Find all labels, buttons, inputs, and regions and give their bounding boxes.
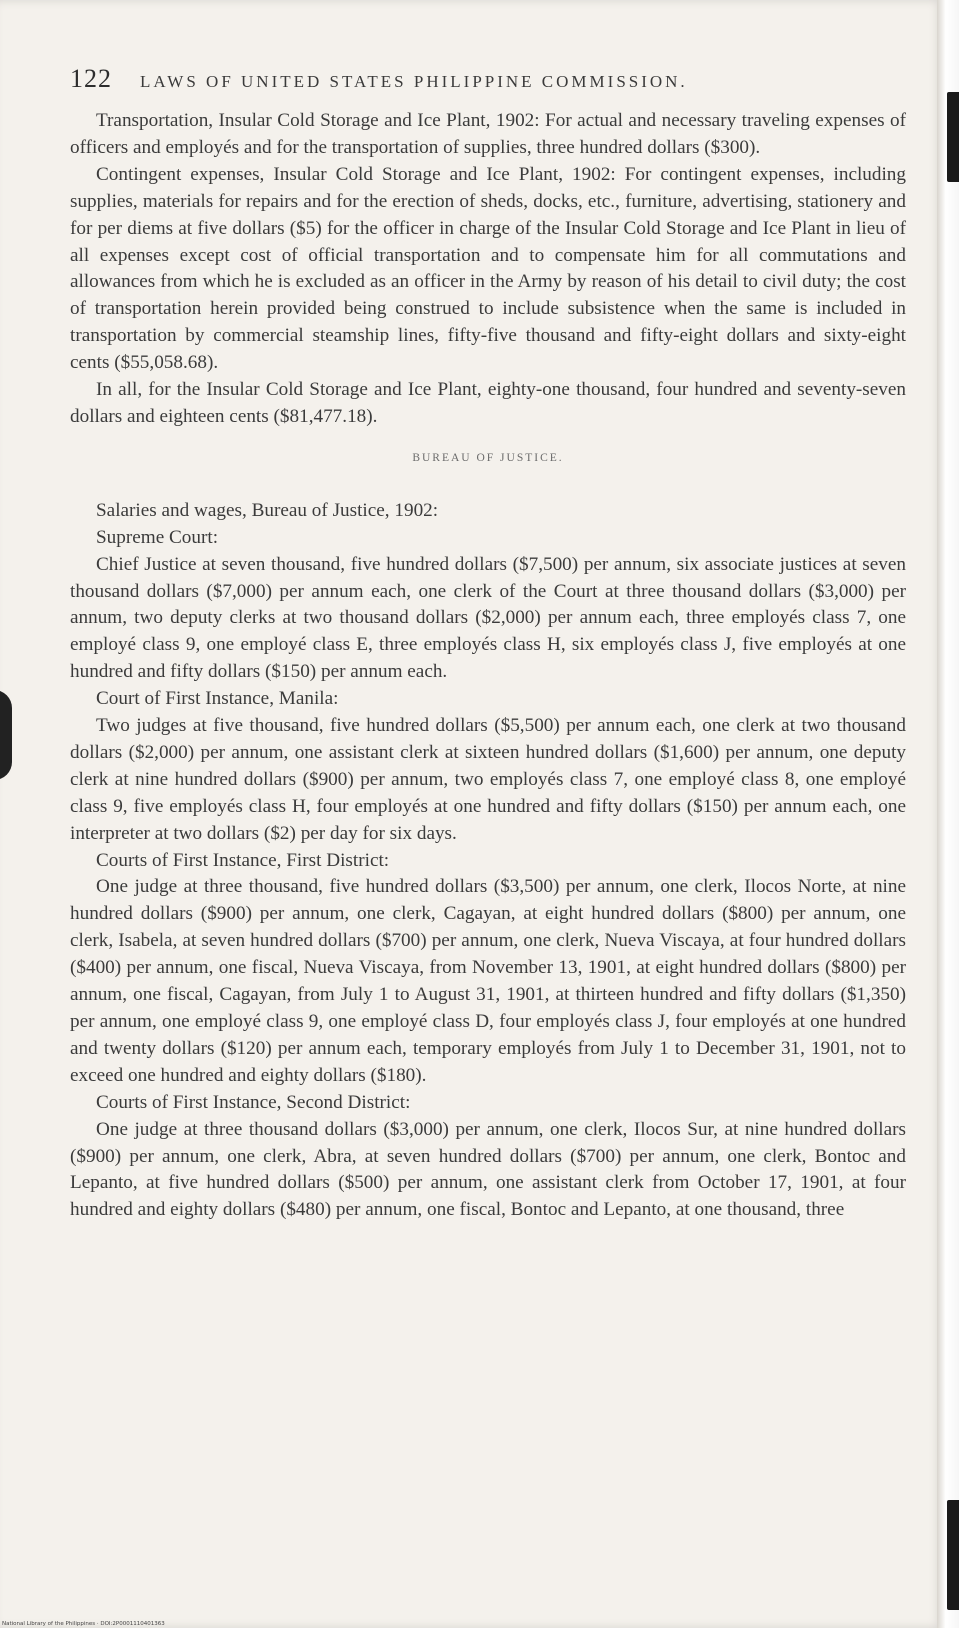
paragraph-first-district: One judge at three thousand, five hundred dollars ($3,500) per annum, one clerk, Ilocos Norte, at nine hundred dollars ($900) per annum, one clerk, Cagayan, at eight hundred dollars ($800) per annum, one clerk, Isabela, at seven hundred dollars ($700) per annum, one clerk, Nueva Viscaya, at four hundred dollars ($400) per annum, one fiscal, Nueva Viscaya, from November 13, 1901, at eight hundred dollars ($800) per annum, one fiscal, Cagayan, from July 1 to August 31, 1901, at thirteen hundred and fifty dollars ($1,350) per annum, one employé class 9, one employé class D, four employés class J, four employés at one hundred and twenty dollars ($120) per annum each, temporary employés from July 1 to December 31, 1901, not to exceed one hundred and eighty dollars ($180). [70, 876, 906, 1086]
paragraph-supreme-court-heading: Supreme Court: [96, 526, 219, 548]
paragraph-salaries-heading: Salaries and wages, Bureau of Justice, 1902: [96, 499, 439, 521]
edge-mark [947, 92, 959, 182]
footer-note: National Library of the Philippines · DOI:2P0001110401363 [2, 1621, 165, 1627]
page-header [70, 64, 890, 94]
section-heading: BUREAU OF JUSTICE. [412, 451, 564, 464]
page-body [70, 108, 906, 1224]
paragraph-supreme-court: Chief Justice at seven thousand, five hundred dollars ($7,500) per annum, six associate justices at seven thousand dollars ($7,000) per annum each, one clerk of the Court at three thousand dollars ($3,000) per annum, two deputy clerks at two thousand dollars ($2,000) per annum each, three employés class 7, one employé class 9, one employé class E, three employés class H, six employés class J, five employés at one hundred and fifty dollars ($150) per annum each. [70, 553, 906, 683]
page-edge [937, 0, 959, 1628]
paragraph-contingent-expenses: Contingent expenses, Insular Cold Storage and Ice Plant, 1902: For contingent expenses, including supplies, materials for repairs and for the erection of sheds, docks, etc., furniture, advertising, stationery and for per diems at five dollars ($5) for the officer in charge of the Insular Cold Storage and Ice Plant in lieu of all expenses except cost of official transportation and to compensate him for all commutations and allowances from which he is excluded as an officer in the Army by reason of his detail to civil duty; the cost of transportation herein provided being construed to include subsistence when the same is included in transportation by commercial steamship lines, fifty-five thousand and fifty-eight dollars and sixty-eight cents ($55,058.68). [70, 163, 906, 374]
paragraph-cold-storage-total: In all, for the Insular Cold Storage and Ice Plant, eighty-one thousand, four hundred and seventy-seven dollars and eighteen cents ($81,477.18). [70, 379, 906, 427]
paragraph-first-district-heading: Courts of First Instance, First District: [96, 849, 390, 871]
paragraph-manila-heading: Court of First Instance, Manila: [96, 688, 339, 710]
binding-hole [0, 690, 12, 780]
paragraph-second-district: One judge at three thousand dollars ($3,000) per annum, one clerk, Ilocos Sur, at nine hundred dollars ($900) per annum, one clerk, Abra, at seven hundred dollars ($700) per annum, one clerk, Bontoc and Lepanto, at five hundred dollars ($500) per annum, one assistant clerk from October 17, 1901, at four hundred and eighty dollars ($480) per annum, one fiscal, Bontoc and Lepanto, at one thousand, three [70, 1118, 906, 1221]
page-number: 122 [70, 64, 112, 93]
paragraph-second-district-heading: Courts of First Instance, Second District: [96, 1091, 411, 1113]
running-head: LAWS OF UNITED STATES PHILIPPINE COMMISSION. [140, 72, 688, 91]
edge-mark [947, 1500, 959, 1610]
paragraph-manila: Two judges at five thousand, five hundred dollars ($5,500) per annum each, one clerk at two thousand dollars ($2,000) per annum, one assistant clerk at sixteen hundred dollars ($1,600) per annum, one deputy clerk at nine hundred dollars ($900) per annum, two employés class 7, one employé class 8, one employé class 9, five employés class H, four employés at one hundred and fifty dollars ($150) per annum each, one interpreter at two dollars ($2) per day for six days. [70, 715, 906, 844]
paragraph-transportation: Transportation, Insular Cold Storage and Ice Plant, 1902: For actual and necessary traveling expenses of officers and employés and for the transportation of supplies, three hundred dollars ($300). [70, 110, 906, 158]
